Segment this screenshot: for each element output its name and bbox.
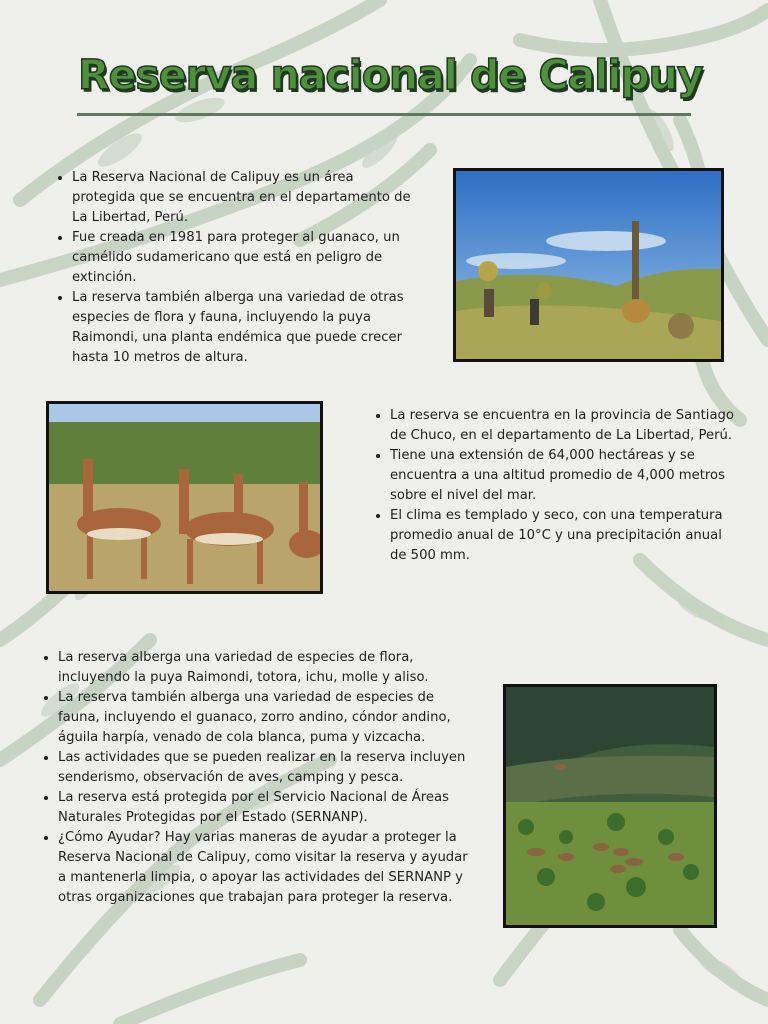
list-item: • ¿Cómo Ayudar? Hay varias maneras de ayudar a proteger la Reserva Nacional de Calipuy, como visitar la reserva y ayudar a mantenerla limpia, o apoyar las actividades del SERNANP y otras organizaciones que trabajan para proteger la reserva. — [58, 828, 478, 908]
title-underline — [77, 113, 691, 116]
puya-raimondi-photo — [453, 168, 724, 362]
list-item: • El clima es templado y seco, con una temperatura promedio anual de 10°C y una precipitación anual de 500 mm. — [390, 506, 738, 566]
list-item: • La reserva también alberga una variedad de especies de fauna, incluyendo el guanaco, zorro andino, cóndor andino, águila harpía, venado de cola blanca, puma y vizcacha. — [58, 688, 478, 748]
list-item: • La reserva se encuentra en la provincia de Santiago de Chuco, en el departamento de La Libertad, Perú. — [390, 406, 738, 446]
section3-list — [40, 648, 478, 908]
list-item: • Tiene una extensión de 64,000 hectáreas y se encuentra a una altitud promedio de 4,000 metros sobre el nivel del mar. — [390, 446, 738, 506]
list-item: • La reserva alberga una variedad de especies de flora, incluyendo la puya Raimondi, totora, ichu, molle y aliso. — [58, 648, 478, 688]
section1-list — [54, 168, 417, 368]
section2-list — [372, 406, 738, 566]
guanacos-photo — [46, 401, 323, 594]
list-item: • La reserva también alberga una variedad de otras especies de flora y fauna, incluyendo la puya Raimondi, una planta endémica que puede crecer hasta 10 metros de altura. — [72, 288, 417, 368]
page-title: Reserva nacional de Calipuy — [78, 51, 703, 99]
list-item: • La reserva está protegida por el Servicio Nacional de Áreas Naturales Protegidas por el Estado (SERNANP). — [58, 788, 478, 828]
herd-hillside-photo — [503, 684, 717, 928]
list-item: • La Reserva Nacional de Calipuy es un área protegida que se encuentra en el departamento de La Libertad, Perú. — [72, 168, 417, 228]
list-item: • Fue creada en 1981 para proteger al guanaco, un camélido sudamericano que está en peligro de extinción. — [72, 228, 417, 288]
list-item: • Las actividades que se pueden realizar en la reserva incluyen senderismo, observación de aves, camping y pesca. — [58, 748, 478, 788]
